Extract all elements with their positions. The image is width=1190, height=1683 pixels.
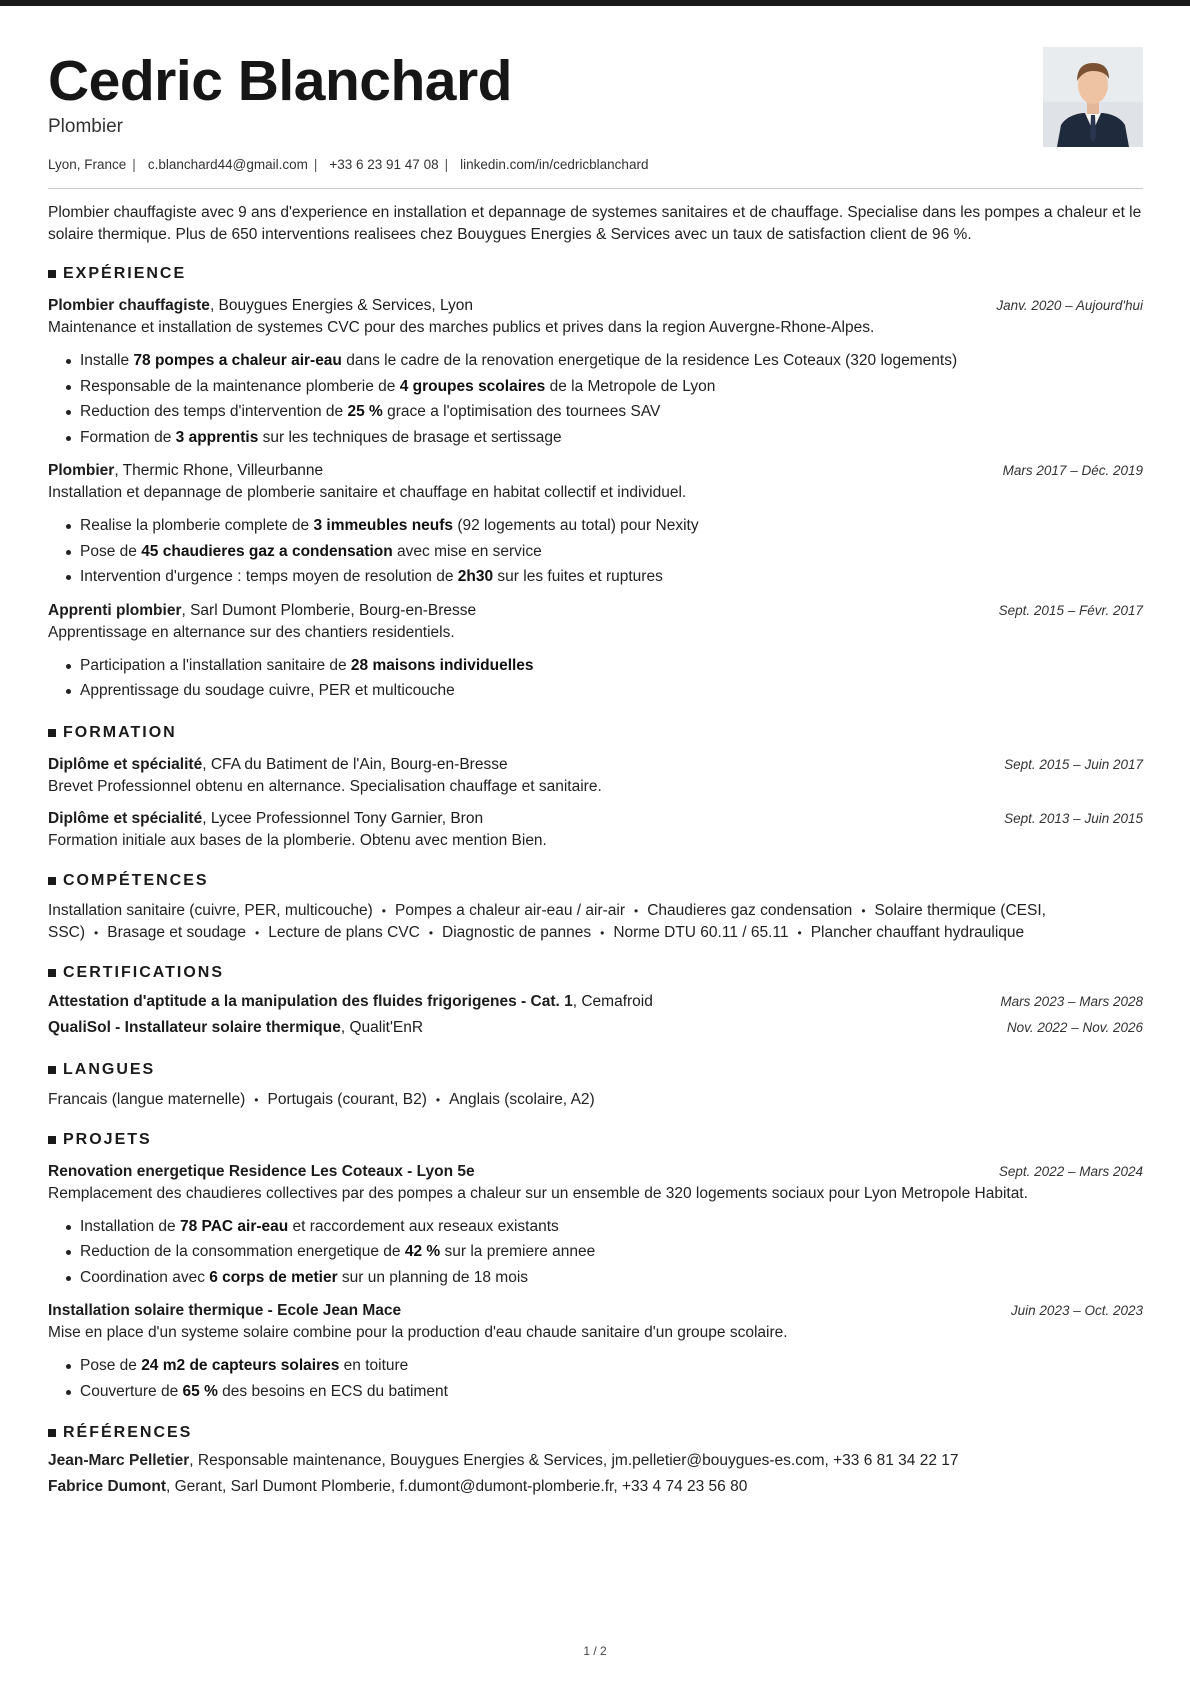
list-item: Couverture de 65 % des besoins en ECS du batiment bbox=[66, 1379, 1143, 1405]
certification-name: Attestation d'aptitude a la manipulation des fluides frigorigenes - Cat. 1 bbox=[48, 992, 573, 1010]
experience-entry bbox=[48, 295, 1143, 450]
entry-organization: , Sarl Dumont Plomberie, Bourg-en-Bresse bbox=[181, 601, 477, 619]
job-title: Plombier bbox=[48, 116, 123, 137]
skill-item: Lecture de plans CVC bbox=[268, 923, 420, 941]
entry-organization: , Lycee Professionnel Tony Garnier, Bron bbox=[202, 809, 484, 827]
section-competences bbox=[48, 870, 1143, 944]
reference-entry bbox=[48, 1448, 1143, 1474]
education-entry bbox=[48, 808, 1143, 852]
contact-line bbox=[48, 157, 648, 172]
entry-description: Maintenance et installation de systemes CVC pour des marches publics et prives dans la region Auvergne-Rhone-Alpes. bbox=[48, 319, 875, 336]
list-item: Pose de 45 chaudieres gaz a condensation avec mise en service bbox=[66, 539, 1143, 565]
entry-role: Plombier chauffagiste bbox=[48, 297, 210, 314]
list-item: Formation de 3 apprentis sur les techniques de brasage et sertissage bbox=[66, 425, 1143, 451]
experience-entry bbox=[48, 460, 1143, 590]
entry-date: Juin 2023 – Oct. 2023 bbox=[1010, 1303, 1143, 1318]
entry-date: Mars 2023 – Mars 2028 bbox=[1000, 993, 1143, 1009]
square-bullet-icon bbox=[48, 1136, 56, 1144]
skill-item: Installation sanitaire (cuivre, PER, multicouche) bbox=[48, 901, 373, 919]
skill-item: Brasage et soudage bbox=[107, 923, 246, 941]
section-langues bbox=[48, 1059, 1143, 1111]
section-heading: EXPÉRIENCE bbox=[48, 263, 1143, 285]
contact-email[interactable]: c.blanchard44@gmail.com bbox=[147, 157, 308, 172]
reference-details: , Gerant, Sarl Dumont Plomberie, f.dumont@dumont-plomberie.fr, +33 4 74 23 56 80 bbox=[165, 1478, 748, 1495]
contact-location: Lyon, France bbox=[48, 157, 127, 172]
reference-name: Jean-Marc Pelletier bbox=[48, 1452, 190, 1469]
list-item: Reduction des temps d'intervention de 25 % grace a l'optimisation des tournees SAV bbox=[66, 399, 1143, 425]
list-item: Pose de 24 m2 de capteurs solaires en toiture bbox=[66, 1353, 1143, 1379]
entry-description: Apprentissage en alternance sur des chantiers residentiels. bbox=[48, 623, 455, 641]
section-formation bbox=[48, 722, 1143, 852]
entry-date: Sept. 2015 – Févr. 2017 bbox=[998, 602, 1143, 618]
skill-item: Diagnostic de pannes bbox=[442, 923, 592, 941]
language-item: Francais (langue maternelle) bbox=[48, 1090, 246, 1108]
profile-photo-portrait-icon bbox=[1043, 47, 1143, 147]
skill-item: Plancher chauffant hydraulique bbox=[810, 923, 1025, 941]
profile-photo bbox=[1043, 47, 1143, 147]
list-item: Participation a l'installation sanitaire de 28 maisons individuelles bbox=[66, 653, 1143, 679]
entry-role: Diplôme et spécialité bbox=[48, 809, 203, 827]
candidate-name: Cedric Blanchard bbox=[48, 49, 512, 113]
project-title: Renovation energetique Residence Les Coteaux - Lyon 5e bbox=[48, 1162, 475, 1180]
square-bullet-icon bbox=[48, 1429, 56, 1437]
contact-linkedin[interactable]: linkedin.com/in/cedricblanchard bbox=[460, 157, 649, 172]
list-item: Realise la plomberie complete de 3 immeubles neufs (92 logements au total) pour Nexity bbox=[66, 513, 1143, 539]
entry-organization: , Thermic Rhone, Villeurbanne bbox=[114, 462, 324, 479]
list-item: Installation de 78 PAC air-eau et raccordement aux reseaux existants bbox=[66, 1214, 1143, 1240]
project-title: Installation solaire thermique - Ecole Jean Mace bbox=[48, 1302, 402, 1319]
language-item: Portugais (courant, B2) bbox=[267, 1090, 427, 1108]
certification-entry bbox=[48, 1015, 1143, 1041]
entry-organization: , CFA du Batiment de l'Ain, Bourg-en-Bresse bbox=[202, 755, 508, 773]
project-entry bbox=[48, 1300, 1143, 1404]
entry-organization: , Bouygues Energies & Services, Lyon bbox=[209, 297, 474, 314]
entry-bullets bbox=[48, 1353, 1143, 1404]
entry-date: Sept. 2013 – Juin 2015 bbox=[1004, 810, 1143, 826]
square-bullet-icon bbox=[48, 877, 56, 885]
contact-phone[interactable]: +33 6 23 91 47 08 bbox=[329, 157, 439, 172]
square-bullet-icon bbox=[48, 1066, 56, 1074]
list-item: Reduction de la consommation energetique de 42 % sur la premiere annee bbox=[66, 1239, 1143, 1265]
contact-separator: | bbox=[132, 157, 136, 172]
section-certifications bbox=[48, 962, 1143, 1041]
section-heading: CERTIFICATIONS bbox=[48, 962, 1143, 984]
certification-issuer: , Qualit'EnR bbox=[340, 1018, 424, 1036]
section-heading: LANGUES bbox=[48, 1059, 1143, 1081]
experience-entry bbox=[48, 600, 1143, 704]
entry-description: Mise en place d'un systeme solaire combine pour la production d'eau chaude sanitaire d'un groupe scolaire. bbox=[48, 1324, 788, 1341]
entry-bullets bbox=[48, 1214, 1143, 1291]
reference-entry bbox=[48, 1474, 1143, 1500]
skill-item: Norme DTU 60.11 / 65.11 bbox=[613, 923, 789, 941]
certification-entry bbox=[48, 989, 1143, 1015]
entry-role: Diplôme et spécialité bbox=[48, 755, 203, 773]
entry-date: Janv. 2020 – Aujourd'hui bbox=[996, 298, 1143, 313]
entry-description: Formation initiale aux bases de la plomberie. Obtenu avec mention Bien. bbox=[48, 831, 547, 849]
resume-header bbox=[48, 0, 1143, 190]
profile-summary: Plombier chauffagiste avec 9 ans d'experience en installation et depannage de systemes sanitaires et de chauffage. Specialise dans les pompes a chaleur et le solaire thermique. Plus de 650 interventions realisees chez Bouygues Energies & Services avec un taux de satisfaction client de 96 %. bbox=[48, 204, 1142, 243]
entry-description: Installation et depannage de plomberie sanitaire et chauffage en habitat collectif et individuel. bbox=[48, 484, 687, 501]
reference-details: , Responsable maintenance, Bouygues Energies & Services, jm.pelletier@bouygues-es.com, +33 6 81 34 22 17 bbox=[189, 1452, 959, 1469]
page-number: 1 / 2 bbox=[583, 1644, 607, 1658]
language-item: Anglais (scolaire, A2) bbox=[449, 1090, 595, 1108]
education-entry bbox=[48, 754, 1143, 798]
list-item: Apprentissage du soudage cuivre, PER et multicouche bbox=[66, 678, 1143, 704]
entry-role: Apprenti plombier bbox=[48, 601, 182, 619]
entry-bullets bbox=[48, 513, 1143, 590]
square-bullet-icon bbox=[48, 270, 56, 278]
entry-date: Sept. 2022 – Mars 2024 bbox=[998, 1163, 1143, 1179]
section-heading: FORMATION bbox=[48, 722, 1143, 744]
header-divider bbox=[48, 188, 1143, 189]
section-projets bbox=[48, 1129, 1143, 1405]
contact-separator: | bbox=[313, 157, 318, 172]
skills-list: Installation sanitaire (cuivre, PER, multicouche) • Pompes a chaleur air-eau / air-air • Chaudieres gaz condensation • Solaire thermique (CESI, SSC) • Brasage et soudage • Lecture de plans CVC • Diagnostic de pannes • Norme DTU 60.11 / 65.11 • Plancher chauffant hydraulique bbox=[48, 901, 1046, 941]
project-entry bbox=[48, 1161, 1143, 1291]
entry-description: Brevet Professionnel obtenu en alternance. Specialisation chauffage et sanitaire. bbox=[48, 777, 602, 795]
section-heading: PROJETS bbox=[48, 1129, 1143, 1151]
skill-item: Chaudieres gaz condensation bbox=[647, 901, 853, 919]
certification-issuer: , Cemafroid bbox=[572, 992, 653, 1010]
section-experience bbox=[48, 263, 1143, 704]
reference-name: Fabrice Dumont bbox=[48, 1478, 166, 1495]
list-item: Installe 78 pompes a chaleur air-eau dans le cadre de la renovation energetique de la residence Les Coteaux (320 logements) bbox=[66, 348, 1143, 374]
certification-name: QualiSol - Installateur solaire thermique bbox=[48, 1018, 341, 1036]
skill-item: Solaire thermique (CESI, SSC) bbox=[48, 901, 1046, 941]
list-item: Coordination avec 6 corps de metier sur un planning de 18 mois bbox=[66, 1265, 1143, 1291]
entry-description: Remplacement des chaudieres collectives par des pompes a chaleur sur un ensemble de 320 logements sociaux pour Lyon Metropole Habitat. bbox=[48, 1184, 1028, 1202]
entry-date: Mars 2017 – Déc. 2019 bbox=[1002, 463, 1143, 478]
contact-separator: | bbox=[444, 157, 449, 172]
skill-item: Pompes a chaleur air-eau / air-air bbox=[394, 901, 626, 919]
square-bullet-icon bbox=[48, 729, 56, 737]
section-heading: COMPÉTENCES bbox=[48, 870, 1143, 892]
resume-page bbox=[48, 0, 1143, 1500]
entry-bullets bbox=[48, 653, 1143, 704]
section-heading: RÉFÉRENCES bbox=[48, 1422, 1143, 1444]
square-bullet-icon bbox=[48, 969, 56, 977]
entry-role: Plombier bbox=[48, 462, 115, 479]
list-item: Intervention d'urgence : temps moyen de resolution de 2h30 sur les fuites et ruptures bbox=[66, 564, 1143, 590]
list-item: Responsable de la maintenance plomberie de 4 groupes scolaires de la Metropole de Lyon bbox=[66, 374, 1143, 400]
languages-list: Francais (langue maternelle) • Portugais (courant, B2) • Anglais (scolaire, A2) bbox=[48, 1090, 595, 1108]
entry-date: Nov. 2022 – Nov. 2026 bbox=[1006, 1019, 1143, 1035]
entry-bullets bbox=[48, 348, 1143, 450]
section-references bbox=[48, 1422, 1143, 1500]
entry-date: Sept. 2015 – Juin 2017 bbox=[1004, 756, 1143, 772]
